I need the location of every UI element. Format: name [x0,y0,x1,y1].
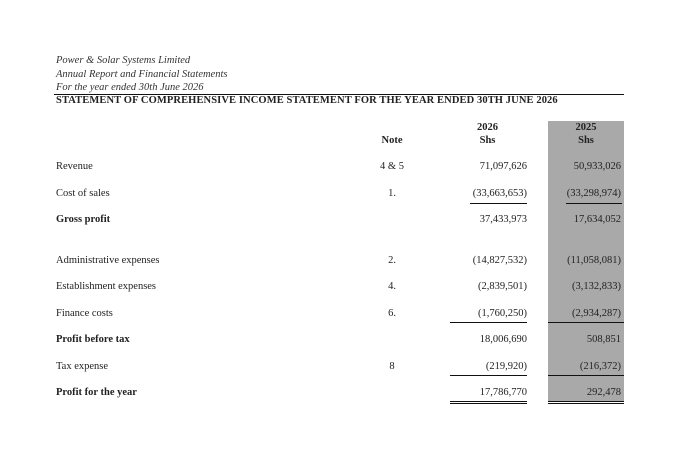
note-column-header: Note [381,135,403,146]
row-value-2026: (1,760,250) [478,308,527,319]
report-name: Annual Report and Financial Statements [56,69,228,80]
row-value-2026: 71,097,626 [479,161,527,172]
underline-finance-costs-2026 [450,322,527,323]
report-period: For the year ended 30th June 2026 [56,82,204,93]
double-underline-profit-2025-top [548,401,624,402]
row-value-2026: 37,433,973 [479,214,527,225]
row-label: Establishment expenses [56,281,157,292]
row-value-2025: (216,372) [579,361,621,372]
year-2026-unit: Shs [479,135,496,146]
row-value-2026: 17,786,770 [479,387,527,398]
row-value-2025: 508,851 [586,334,621,345]
year-2025-header: 2025 [575,122,597,133]
row-value-2025: 292,478 [586,387,621,398]
row-note: 2. [388,255,396,266]
row-value-2025: (11,058,081) [567,255,621,266]
double-underline-profit-2026-top [450,401,527,402]
row-label: Gross profit [56,214,111,225]
row-profit-before-tax [0,334,680,350]
row-note: 1. [388,188,396,199]
row-note: 4. [388,281,396,292]
underline-cost-of-sales-2026 [470,203,527,204]
row-value-2026: (14,827,532) [472,255,527,266]
row-label: Cost of sales [56,188,110,199]
row-label: Profit for the year [56,387,137,398]
underline-cost-of-sales-2025 [566,203,622,204]
row-value-2025: 50,933,026 [573,161,621,172]
year-2026-header: 2026 [477,122,498,133]
row-label: Administrative expenses [56,255,160,266]
row-note: 8 [389,361,395,372]
row-cost-of-sales [0,188,680,204]
double-underline-profit-2026-bottom [450,403,527,404]
row-value-2026: (33,663,653) [472,188,527,199]
statement-title: STATEMENT OF COMPREHENSIVE INCOME STATEMENT FOR THE YEAR ENDED 30TH JUNE 2026 [56,95,558,106]
row-gross-profit [0,214,680,230]
row-revenue [0,161,680,177]
row-note: 6. [388,308,396,319]
underline-tax-expense-2025 [548,375,624,376]
row-establishment-expenses [0,281,680,297]
company-name: Power & Solar Systems Limited [56,55,191,66]
row-value-2025: (33,298,974) [566,188,621,199]
row-value-2026: (219,920) [485,361,527,372]
row-label: Tax expense [56,361,109,372]
underline-tax-expense-2026 [450,375,527,376]
row-note: 4 & 5 [380,161,404,172]
row-label: Revenue [56,161,93,172]
underline-finance-costs-2025 [548,322,624,323]
row-value-2026: 18,006,690 [479,334,527,345]
row-value-2025: (3,132,833) [572,281,621,292]
row-value-2026: (2,839,501) [478,281,527,292]
double-underline-profit-2025-bottom [548,403,624,404]
row-label: Profit before tax [56,334,130,345]
row-value-2025: 17,634,052 [573,214,621,225]
row-value-2025: (2,934,287) [572,308,621,319]
year-2025-unit: Shs [578,135,594,146]
row-label: Finance costs [56,308,113,319]
row-administrative-expenses [0,255,680,271]
